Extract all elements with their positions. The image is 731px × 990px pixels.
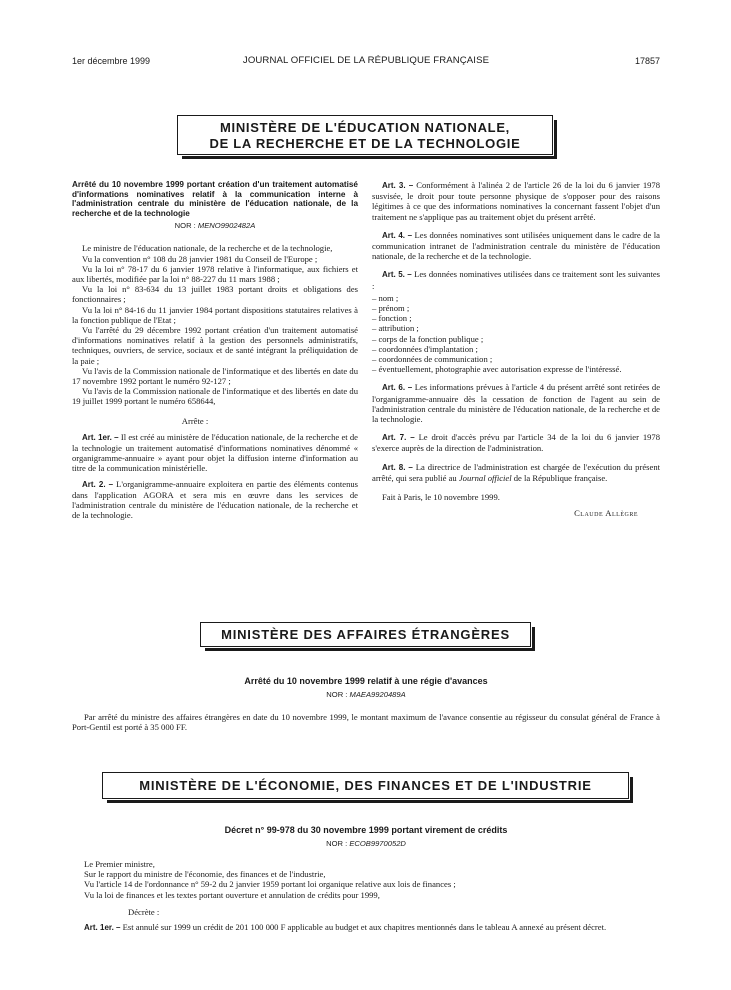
- article-8: [372, 462, 660, 483]
- preamble-line: Le ministre de l'éducation nationale, de la recherche et de la technologie,: [82, 243, 333, 254]
- list-item: – éventuellement, photographie avec autorisation expresse de l'intéressé.: [372, 364, 660, 374]
- preamble-line: Vu l'arrêté du 29 décembre 1992 portant création d'un traitement automatisé d'informations nominatives relatif à la gestion des personnels administratifs, techniques, ouvriers, de service, sociaux et de santé intégrant la préliquidation de la paie ;: [72, 325, 358, 366]
- article-6-text: Les informations prévues à l'article 4 du présent arrêté sont retirées de l'organigramme-annuaire dès la cessation de fonction de l'agent au sein de l'administration centrale du ministère de l'éducation nationale, de la recherche et de la technologie.: [372, 382, 661, 425]
- running-header: [72, 55, 660, 67]
- arrete1-preamble: [72, 243, 358, 406]
- article-5-text: Les données nominatives utilisées dans ce traitement sont les suivantes :: [372, 269, 660, 291]
- article-2-text: L'organigramme-annuaire exploitera en partie des éléments contenus dans l'application AGORA et sera mis en œuvre dans les services de l'administration centrale du ministère de l'éducation nationale, de la recherche et de la technologie.: [72, 478, 359, 521]
- decret-nor: [72, 839, 660, 849]
- preamble-line: Le Premier ministre,: [84, 859, 155, 869]
- nor-label: NOR :: [326, 690, 348, 699]
- nor-code: MAEA9920489A: [349, 690, 406, 699]
- ministry-foreign-heading: [200, 622, 531, 647]
- preamble-line: Vu la loi de finances et les textes portant ouverture et annulation de crédits pour 1999,: [84, 889, 380, 900]
- article-5-list: [372, 293, 660, 375]
- ministry-economy-line1: MINISTÈRE DE L'ÉCONOMIE, DES FINANCES ET DE L'INDUSTRIE: [139, 778, 592, 793]
- ministry-education-line1: MINISTÈRE DE L'ÉDUCATION NATIONALE,: [220, 120, 510, 135]
- list-item: – coordonnées d'implantation ;: [372, 344, 660, 354]
- list-item: – fonction ;: [372, 313, 660, 323]
- right-column: [372, 180, 660, 518]
- decret-article-1-text: Est annulé sur 1999 un crédit de 201 100 000 F applicable au budget et aux chapitres mentionnés dans le tableau A annexé au présent décret.: [122, 922, 607, 933]
- article-4-text: Les données nominatives sont utilisées uniquement dans le cadre de la communication intranet de l'administration centrale du ministère de l'éducation nationale, de la recherche et de la technologie.: [372, 229, 661, 262]
- article-5: [372, 269, 660, 290]
- arrete2-title: Arrêté du 10 novembre 1999 relatif à une régie d'avances: [244, 676, 488, 686]
- decret-title: Décret n° 99-978 du 30 novembre 1999 portant virement de crédits: [224, 825, 508, 835]
- article-8-text-end: de la République française.: [511, 472, 608, 483]
- ministry-foreign-line1: MINISTÈRE DES AFFAIRES ÉTRANGÈRES: [221, 627, 510, 642]
- article-2: [72, 479, 358, 521]
- article-3: [372, 180, 660, 222]
- article-1-label: Art. 1er. –: [82, 432, 119, 442]
- article-1: [72, 432, 358, 474]
- article-8-label: Art. 8. –: [382, 462, 413, 472]
- list-item: – coordonnées de communication ;: [372, 354, 660, 364]
- arrete2-text: Par arrêté du ministre des affaires étrangères en date du 10 novembre 1999, le montant maximum de l'avance consentie au régisseur du consulat général de France à Port-Gentil est porté à 35 000 FF.: [72, 712, 660, 733]
- decret-article-1: [72, 922, 660, 933]
- header-date: 1er décembre 1999: [72, 56, 151, 66]
- article-5-label: Art. 5. –: [382, 270, 412, 280]
- article-6-label: Art. 6. –: [382, 383, 413, 393]
- article-4-label: Art. 4. –: [382, 230, 413, 240]
- article-3-label: Art. 3. –: [382, 181, 414, 190]
- fait-a-paris: Fait à Paris, le 10 novembre 1999.: [382, 492, 500, 503]
- list-item: – attribution ;: [372, 323, 660, 333]
- preamble-line: Vu l'article 14 de l'ordonnance n° 59-2 du 2 janvier 1959 portant loi organique relative aux lois de finances ;: [84, 879, 456, 890]
- ministry-economy-heading: [102, 772, 629, 799]
- nor-label: NOR :: [326, 839, 348, 848]
- article-8-text: La directrice de l'administration est chargée de l'exécution du présent arrêté, qui sera publié au: [372, 461, 660, 483]
- nor-label: NOR :: [174, 221, 196, 231]
- arrete-word: Arrête :: [181, 415, 209, 426]
- preamble-line: Sur le rapport du ministre de l'économie, des finances et de l'industrie,: [84, 869, 326, 880]
- preamble-line: Vu la loi n° 83-634 du 13 juillet 1983 portant droits et obligations des fonctionnaires ;: [72, 284, 358, 305]
- decrete-word: Décrète :: [128, 906, 160, 917]
- decret-section: [72, 825, 660, 933]
- preamble-line: Vu la loi n° 78-17 du 6 janvier 1978 relative à l'informatique, aux fichiers et aux libertés, modifiée par la loi n° 88-227 du 11 mars 1988 ;: [72, 263, 358, 284]
- arrete1-title: Arrêté du 10 novembre 1999 portant création d'un traitement automatisé d'informations nominatives relatif à la communication interne à l'administration centrale du ministère de l'éducation nationale, de la recherche et de la technologie: [72, 180, 358, 218]
- list-item: – corps de la fonction publique ;: [372, 334, 660, 344]
- journal-officiel-ref: Journal officiel: [458, 472, 512, 483]
- ministry-education-line2: DE LA RECHERCHE ET DE LA TECHNOLOGIE: [209, 136, 521, 151]
- preamble-line: Vu la loi n° 84-16 du 11 janvier 1984 portant dispositions statutaires relatives à la fonction publique de l'Etat ;: [72, 304, 358, 325]
- preamble-line: Vu l'avis de la Commission nationale de l'informatique et des libertés en date du 17 novembre 1992 portant le numéro 92-127 ;: [72, 365, 358, 387]
- decret-article-1-label: Art. 1er. –: [84, 923, 121, 933]
- ministry-education-heading: [177, 115, 553, 155]
- list-item: – nom ;: [372, 293, 660, 303]
- arrete2-nor: [72, 690, 660, 700]
- list-item: – prénom ;: [372, 303, 660, 313]
- article-1-text: Il est créé au ministère de l'éducation nationale, de la recherche et de la technologie un traitement automatisé d'informations nominatives dénommé « organigramme-annuaire » ayant pour objet la diffusion interne d'information au titre de la communication ministérielle.: [72, 431, 358, 474]
- preamble-line: Vu la convention n° 108 du 28 janvier 1981 du Conseil de l'Europe ;: [82, 253, 318, 264]
- article-7-text: Le droit d'accès prévu par l'article 34 de la loi du 6 janvier 1978 s'exerce auprès de la direction de l'administration.: [372, 432, 661, 454]
- article-4: [372, 230, 660, 262]
- arrete1-nor: [72, 221, 358, 231]
- journal-title: JOURNAL OFFICIEL DE LA RÉPUBLIQUE FRANÇAISE: [242, 55, 490, 66]
- page-number: 17857: [634, 56, 660, 66]
- article-6: [372, 382, 660, 424]
- left-column: [72, 180, 358, 520]
- preamble-line: Vu l'avis de la Commission nationale de l'informatique et des libertés en date du 19 juillet 1999 portant le numéro 658644,: [72, 386, 358, 407]
- decret-preamble: [72, 859, 660, 900]
- article-2-label: Art. 2. –: [82, 479, 114, 489]
- nor-code: MENO9902482A: [197, 221, 256, 231]
- article-7-label: Art. 7. –: [382, 433, 415, 443]
- signature: Claude Allègre: [574, 508, 638, 519]
- article-7: [372, 432, 660, 453]
- arrete2-section: [72, 676, 660, 732]
- nor-code: ECOB9970052D: [349, 839, 406, 848]
- article-3-text: Conformément à l'alinéa 2 de l'article 26 de la loi du 6 janvier 1978 susvisée, le droit pour toute personne physique de s'opposer pour des raisons légitimes à ce que des informations nominatives la concernant fassent l'objet d'un traitement ne s'applique pas au traitement objet du présent arrêté.: [372, 180, 661, 222]
